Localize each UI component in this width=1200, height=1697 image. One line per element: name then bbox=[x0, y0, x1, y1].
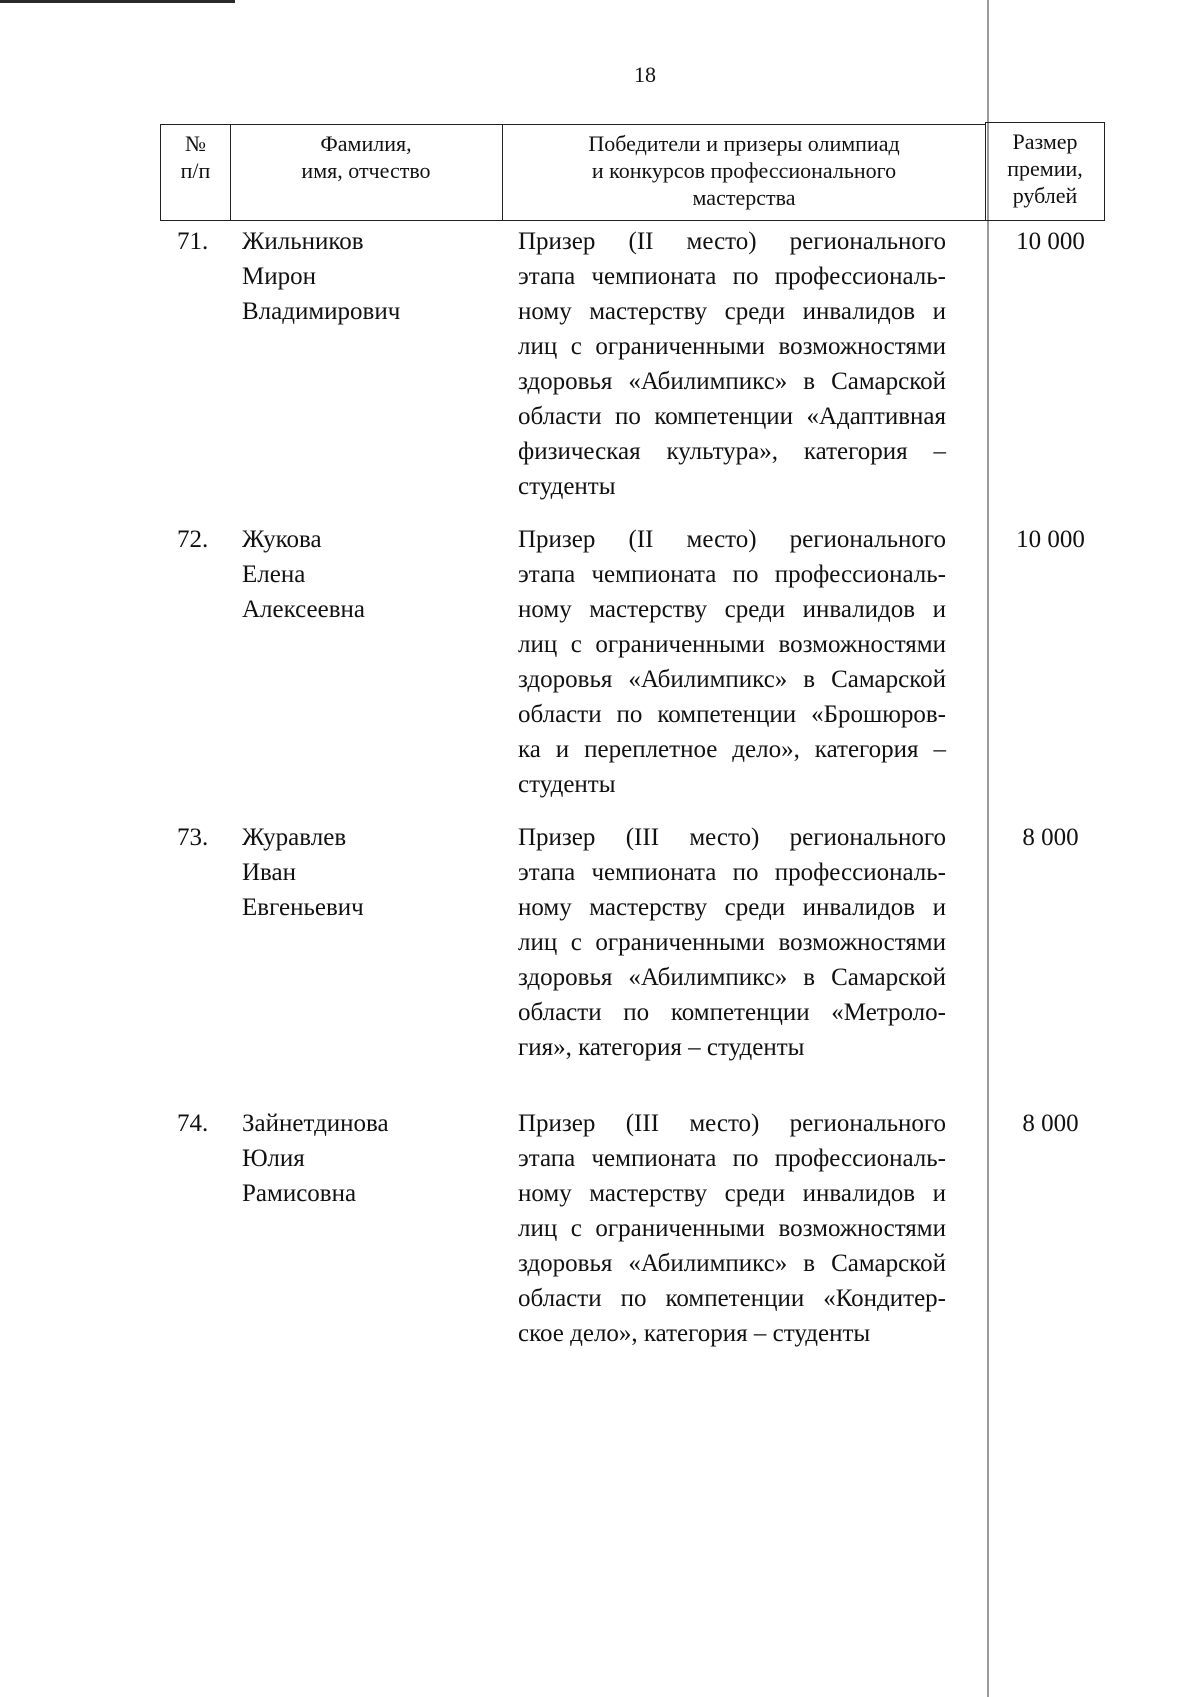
page-number: 18 bbox=[634, 62, 656, 87]
row-number: 73. bbox=[177, 824, 209, 851]
description-line: гия», категория – студенты bbox=[518, 1034, 805, 1061]
person-name bbox=[242, 224, 502, 329]
row-number: 72. bbox=[177, 526, 209, 553]
description-line: области по компетенции «Брошюров- bbox=[518, 701, 946, 728]
header-winners bbox=[503, 124, 985, 221]
award-description bbox=[518, 1106, 946, 1351]
header-number-line: № bbox=[185, 131, 206, 156]
description-line: Призер (III место) регионального bbox=[518, 1110, 946, 1137]
row-number: 74. bbox=[177, 1110, 209, 1137]
person-name bbox=[242, 522, 502, 627]
patronymic: Владимирович bbox=[242, 298, 401, 325]
first-name: Елена bbox=[242, 561, 306, 588]
last-name: Журавлев bbox=[242, 824, 347, 851]
description-line: Призер (II место) регионального bbox=[518, 526, 946, 553]
award-description bbox=[518, 522, 946, 802]
prize-amount: 8 000 bbox=[1022, 824, 1079, 851]
person-name bbox=[242, 1106, 502, 1211]
description-line: ному мастерству среди инвалидов и bbox=[518, 596, 946, 623]
description-line: Призер (II место) регионального bbox=[518, 228, 946, 255]
description-line: здоровья «Абилимпикс» в Самарской bbox=[518, 1250, 946, 1277]
first-name: Мирон bbox=[242, 263, 316, 290]
prize-amount: 10 000 bbox=[1016, 228, 1085, 255]
row-number: 71. bbox=[177, 228, 209, 255]
last-name: Жильников bbox=[242, 228, 364, 255]
description-line: лиц с ограниченными возможностями bbox=[518, 333, 946, 360]
header-prize-amount bbox=[985, 122, 1105, 221]
header-prize-line: рублей bbox=[1012, 183, 1078, 208]
description-line: области по компетенции «Метроло- bbox=[518, 999, 946, 1026]
first-name: Юлия bbox=[242, 1145, 305, 1172]
first-name: Иван bbox=[242, 859, 297, 886]
header-desc-line: мастерства bbox=[692, 185, 796, 210]
description-line: лиц с ограниченными возможностями bbox=[518, 1215, 946, 1242]
description-line: этапа чемпионата по профессиональ- bbox=[518, 561, 946, 588]
header-number-line: п/п bbox=[180, 158, 211, 183]
description-line: здоровья «Абилимпикс» в Самарской bbox=[518, 666, 946, 693]
description-line: ному мастерству среди инвалидов и bbox=[518, 298, 946, 325]
header-desc-line: и конкурсов профессионального bbox=[591, 158, 897, 183]
description-line: области по компетенции «Адаптивная bbox=[518, 403, 946, 430]
header-number bbox=[160, 124, 231, 221]
patronymic: Евгеньевич bbox=[242, 894, 364, 921]
description-line: студенты bbox=[518, 771, 616, 798]
description-line: здоровья «Абилимпикс» в Самарской bbox=[518, 964, 946, 991]
description-line: физическая культура», категория – bbox=[518, 438, 946, 465]
description-line: лиц с ограниченными возможностями bbox=[518, 929, 946, 956]
table-header bbox=[160, 124, 1105, 221]
description-line: лиц с ограниченными возможностями bbox=[518, 631, 946, 658]
prize-amount: 8 000 bbox=[1022, 1110, 1079, 1137]
description-line: здоровья «Абилимпикс» в Самарской bbox=[518, 368, 946, 395]
patronymic: Рамисовна bbox=[242, 1180, 357, 1207]
patronymic: Алексеевна bbox=[242, 596, 366, 623]
scan-edge-line bbox=[987, 0, 989, 1697]
last-name: Зайнетдинова bbox=[242, 1110, 389, 1137]
scan-edge-line bbox=[0, 0, 235, 3]
header-desc-line: Победители и призеры олимпиад bbox=[588, 131, 900, 156]
header-name-line: имя, отчество bbox=[301, 158, 431, 183]
header-prize-line: премии, bbox=[1007, 156, 1083, 181]
description-line: ка и переплетное дело», категория – bbox=[518, 736, 946, 763]
award-description bbox=[518, 820, 946, 1065]
prize-amount: 10 000 bbox=[1016, 526, 1085, 553]
description-line: Призер (III место) регионального bbox=[518, 824, 946, 851]
description-line: ному мастерству среди инвалидов и bbox=[518, 1180, 946, 1207]
description-line: ское дело», категория – студенты bbox=[518, 1320, 871, 1347]
header-full-name bbox=[230, 124, 503, 221]
description-line: этапа чемпионата по профессиональ- bbox=[518, 263, 946, 290]
description-line: ному мастерству среди инвалидов и bbox=[518, 894, 946, 921]
description-line: этапа чемпионата по профессиональ- bbox=[518, 1145, 946, 1172]
last-name: Жукова bbox=[242, 526, 322, 553]
description-line: этапа чемпионата по профессиональ- bbox=[518, 859, 946, 886]
header-name-line: Фамилия, bbox=[320, 131, 412, 156]
description-line: области по компетенции «Кондитер- bbox=[518, 1285, 946, 1312]
person-name bbox=[242, 820, 502, 925]
award-description bbox=[518, 224, 946, 504]
header-prize-line: Размер bbox=[1012, 129, 1078, 154]
description-line: студенты bbox=[518, 473, 616, 500]
